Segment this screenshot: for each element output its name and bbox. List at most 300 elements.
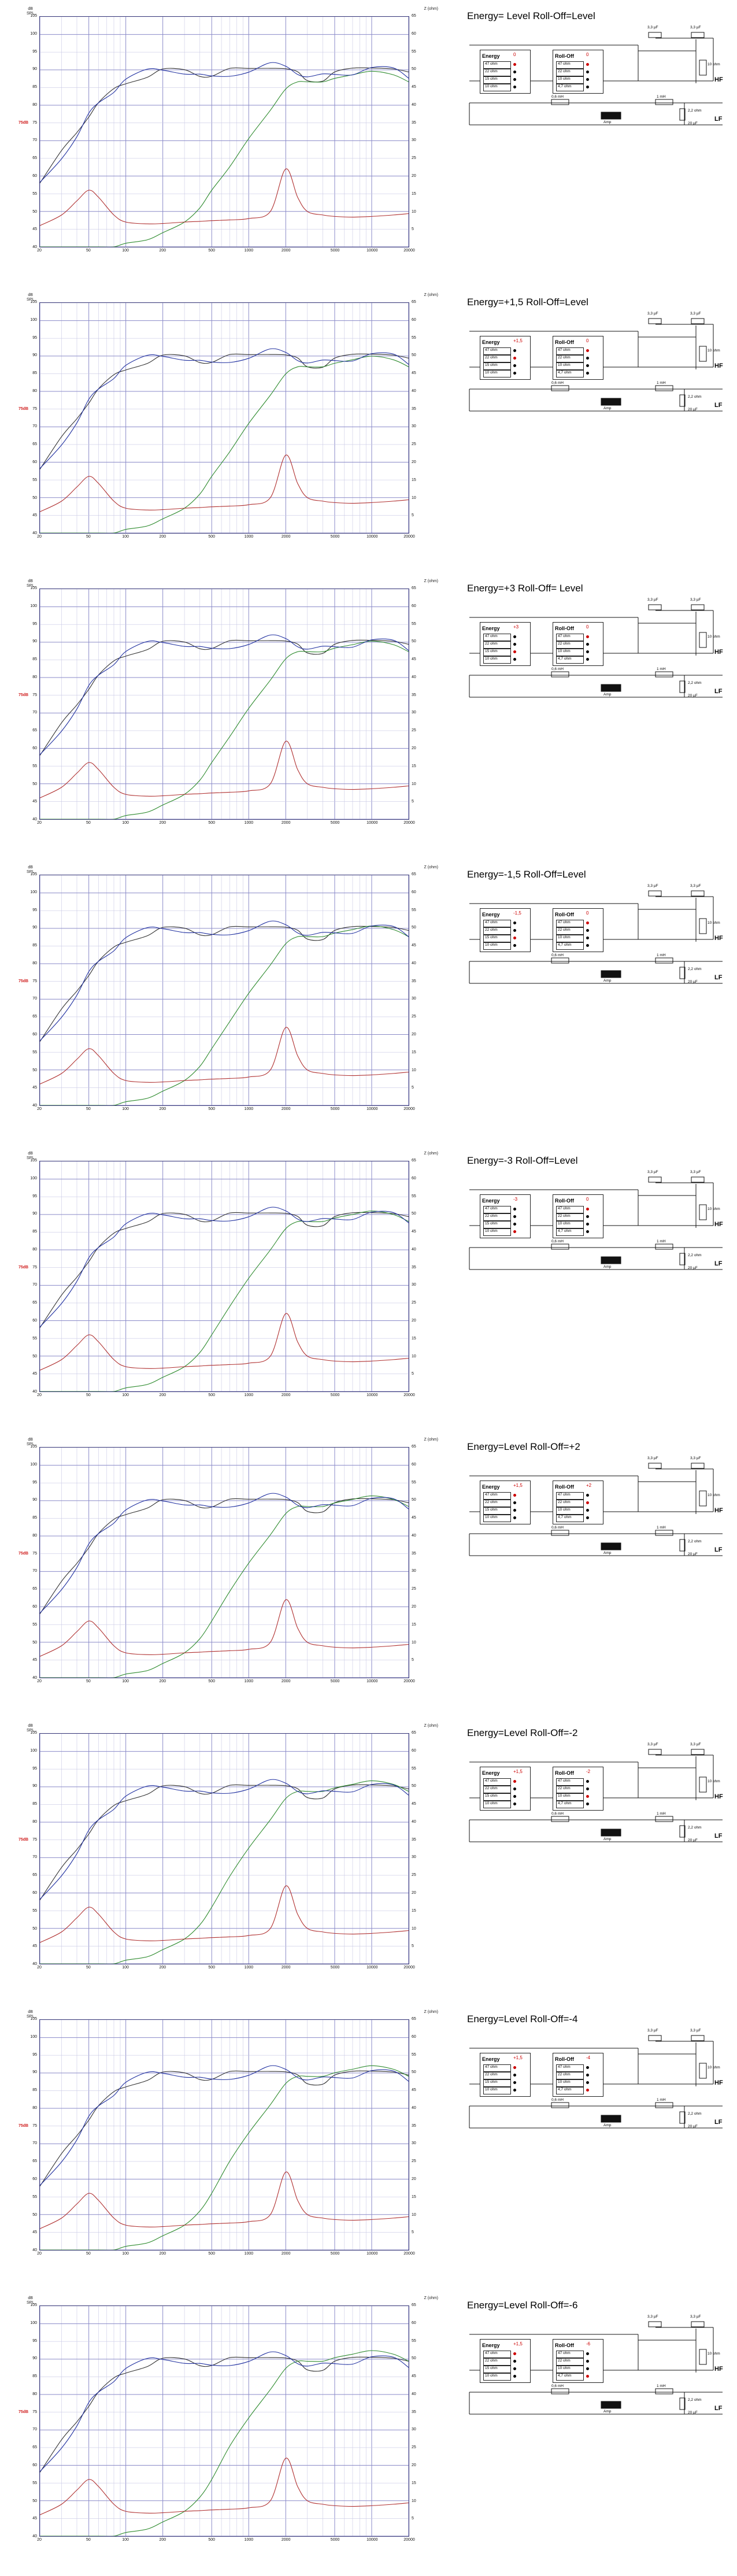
rolloff-switch-0[interactable] (586, 2352, 589, 2355)
energy-option-label-1: 22 ohm (485, 1786, 498, 1790)
y-tick-right: 40 (412, 675, 416, 679)
y-tick-left: 95 (32, 2052, 37, 2057)
y-tick-left: 65 (32, 1015, 37, 1019)
rolloff-switch-3[interactable] (586, 2375, 589, 2378)
rolloff-setting: 0 (586, 1197, 589, 1202)
x-tick: 50 (86, 2538, 91, 2542)
cap-top-left-label: 3,3 µF (647, 598, 658, 602)
y-tick-left: 75 (32, 2123, 37, 2128)
y-tick-left: 55 (32, 191, 37, 196)
rolloff-switch-2[interactable] (586, 2081, 589, 2084)
x-tick: 10000 (366, 1393, 378, 1397)
energy-switch-3[interactable] (513, 658, 516, 661)
y-tick-left: 40 (32, 1104, 37, 1108)
y-tick-right: 20 (412, 1604, 416, 1609)
y-tick-right: 55 (412, 1194, 416, 1198)
panel-title: Energy=+3 Roll-Off= Level (467, 583, 583, 594)
rolloff-switch-3[interactable] (586, 1516, 589, 1519)
y-tick-right: 15 (412, 1050, 416, 1054)
energy-option-label-3: 10 ohm (485, 1801, 498, 1805)
y-tick-left: 95 (32, 335, 37, 340)
panel-title: Energy= Level Roll-Off=Level (467, 10, 595, 21)
y-tick-right: 55 (412, 335, 416, 340)
rolloff-option-label-2: 10 ohm (558, 2080, 571, 2084)
energy-switch-0[interactable] (513, 921, 516, 924)
chart-container (0, 572, 457, 858)
plot-area (39, 302, 409, 534)
y-tick-right: 55 (412, 1480, 416, 1485)
chart-container (0, 2003, 457, 2289)
y-tick-right: 40 (412, 102, 416, 107)
rolloff-switch-1[interactable] (586, 2360, 589, 2363)
energy-switch-1[interactable] (513, 1787, 516, 1790)
energy-switch-0[interactable] (513, 1780, 516, 1783)
x-tick: 10000 (366, 2538, 378, 2542)
coil-right-label: 1 mH (657, 953, 666, 957)
y-tick-right: 10 (412, 782, 416, 786)
y-tick-left: 45 (32, 1086, 37, 1090)
y-tick-left: 100 (30, 604, 37, 608)
energy-switch-2[interactable] (513, 1795, 516, 1798)
y-tick-right: 65 (412, 14, 416, 18)
level-marker: 75dB (18, 1551, 29, 1556)
y-tick-left: 75 (32, 1551, 37, 1556)
energy-label: Energy (482, 1198, 500, 1204)
cap-top-left-label: 3,3 µF (647, 884, 658, 888)
energy-switch-0[interactable] (513, 1208, 516, 1211)
y-tick-left: 45 (32, 1372, 37, 1376)
y-axis-left-unit: dB SPL (27, 1724, 35, 1733)
rolloff-switch-1[interactable] (586, 2074, 589, 2077)
energy-label: Energy (482, 2342, 500, 2348)
x-tick: 500 (208, 535, 216, 539)
rolloff-switch-1[interactable] (586, 357, 589, 360)
y-axis-left-unit: dB SPL (27, 865, 35, 874)
rolloff-switch-1[interactable] (586, 1501, 589, 1504)
rolloff-switch-1[interactable] (586, 643, 589, 646)
energy-option-label-0: 47 ohm (485, 348, 498, 352)
energy-option-label-0: 47 ohm (485, 634, 498, 638)
rolloff-switch-2[interactable] (586, 364, 589, 367)
y-tick-left: 95 (32, 1194, 37, 1198)
plot-area (39, 16, 409, 247)
coil-left-label: 0,6 mH (551, 1812, 564, 1816)
coil-left-label: 0,6 mH (551, 667, 564, 671)
energy-option-label-1: 22 ohm (485, 1214, 498, 1218)
y-tick-left: 50 (32, 209, 37, 214)
energy-switch-1[interactable] (513, 929, 516, 932)
energy-option-label-0: 47 ohm (485, 1206, 498, 1211)
y-axis-right-unit: Z (ohm) (424, 579, 438, 583)
plot-area (39, 589, 409, 820)
energy-switch-3[interactable] (513, 372, 516, 375)
rolloff-switch-1[interactable] (586, 929, 589, 932)
rolloff-option-label-2: 10 ohm (558, 363, 571, 367)
y-tick-left: 95 (32, 621, 37, 626)
rolloff-switch-2[interactable] (586, 2367, 589, 2370)
y-tick-left: 90 (32, 1784, 37, 1789)
energy-switch-2[interactable] (513, 650, 516, 653)
x-tick: 20000 (403, 535, 415, 539)
y-tick-left: 95 (32, 908, 37, 912)
y-tick-right: 25 (412, 1587, 416, 1592)
rolloff-switch-0[interactable] (586, 1208, 589, 1211)
y-tick-right: 10 (412, 495, 416, 500)
panel-title: Energy=Level Roll-Off=-6 (467, 2300, 578, 2311)
y-tick-right: 35 (412, 120, 416, 125)
chart-container (0, 1431, 457, 1717)
y-tick-left: 90 (32, 1498, 37, 1502)
y-tick-left: 105 (30, 2303, 37, 2307)
x-tick: 50 (86, 2252, 91, 2256)
y-tick-left: 90 (32, 926, 37, 930)
cap-top-right-label: 3,3 µF (690, 2029, 701, 2033)
rolloff-switch-3[interactable] (586, 1230, 589, 1233)
y-tick-left: 105 (30, 872, 37, 876)
y-tick-right: 60 (412, 890, 416, 894)
rolloff-option-label-3: 4,7 ohm (558, 2374, 572, 2378)
energy-setting: +1,5 (513, 1483, 523, 1488)
crossover-schematic (465, 1456, 728, 1574)
energy-setting: +1,5 (513, 2055, 523, 2060)
cap-top-right-label: 3,3 µF (690, 1456, 701, 1460)
y-tick-left: 85 (32, 85, 37, 90)
plot-area (39, 2019, 409, 2251)
x-tick: 200 (159, 1107, 166, 1111)
y-tick-left: 55 (32, 478, 37, 482)
panel-title: Energy=Level Roll-Off=-4 (467, 2014, 578, 2024)
y-tick-right: 30 (412, 2141, 416, 2146)
y-tick-right: 35 (412, 1551, 416, 1556)
energy-switch-0[interactable] (513, 63, 516, 66)
energy-switch-3[interactable] (513, 86, 516, 88)
energy-switch-3[interactable] (513, 2089, 516, 2092)
rolloff-option-label-3: 4,7 ohm (558, 1229, 572, 1233)
energy-switch-1[interactable] (513, 643, 516, 646)
y-tick-right: 30 (412, 1283, 416, 1287)
energy-option-label-1: 22 ohm (485, 2359, 498, 2363)
y-tick-right: 20 (412, 460, 416, 464)
res-lf-label: 2,2 ohm (688, 967, 702, 971)
schematic-panel (457, 1717, 737, 2003)
energy-switch-0[interactable] (513, 635, 516, 638)
x-tick: 200 (159, 1679, 166, 1683)
y-tick-right: 5 (412, 1086, 414, 1090)
energy-switch-2[interactable] (513, 78, 516, 81)
schematic-panel (457, 286, 737, 572)
crossover-schematic (465, 2317, 728, 2433)
rolloff-switch-0[interactable] (586, 635, 589, 638)
energy-switch-3[interactable] (513, 944, 516, 947)
rolloff-option-label-0: 47 ohm (558, 348, 571, 352)
energy-label: Energy (482, 1770, 500, 1776)
rolloff-setting: 0 (586, 338, 589, 343)
y-tick-left: 70 (32, 2141, 37, 2146)
level-marker: 75dB (18, 2410, 29, 2414)
res-hf-label: 10 ohm (708, 2066, 720, 2070)
y-tick-left: 65 (32, 2159, 37, 2164)
rolloff-option-label-0: 47 ohm (558, 1779, 571, 1783)
coil-right-label: 1 mH (657, 2384, 666, 2388)
y-tick-left: 105 (30, 300, 37, 304)
x-tick: 20 (37, 2252, 42, 2256)
rolloff-switch-2[interactable] (586, 78, 589, 81)
x-tick: 2000 (281, 1966, 291, 1970)
energy-switch-1[interactable] (513, 1215, 516, 1218)
y-tick-left: 65 (32, 1587, 37, 1592)
y-tick-right: 15 (412, 2194, 416, 2199)
x-tick: 20 (37, 535, 42, 539)
y-tick-left: 95 (32, 1766, 37, 1771)
coil-right-label: 1 mH (657, 1239, 666, 1243)
y-tick-right: 50 (412, 1212, 416, 1216)
crossover-schematic (465, 25, 728, 143)
x-tick: 2000 (281, 1393, 291, 1397)
energy-setting: +1,5 (513, 2341, 523, 2346)
rolloff-switch-1[interactable] (586, 71, 589, 73)
y-tick-right: 45 (412, 2374, 416, 2379)
y-tick-right: 15 (412, 478, 416, 482)
y-axis-left-unit: dB SPL (27, 7, 35, 16)
y-tick-left: 50 (32, 782, 37, 786)
y-tick-left: 50 (32, 2499, 37, 2503)
hf-label: HF (714, 649, 723, 656)
rolloff-switch-0[interactable] (586, 1494, 589, 1497)
energy-option-label-0: 47 ohm (485, 1779, 498, 1783)
energy-switch-3[interactable] (513, 1230, 516, 1233)
coil-right-label: 1 mH (657, 381, 666, 385)
rolloff-switch-0[interactable] (586, 63, 589, 66)
x-tick: 500 (208, 1393, 216, 1397)
y-tick-left: 45 (32, 1944, 37, 1949)
rolloff-label: Roll-Off (555, 2056, 574, 2062)
rolloff-switch-3[interactable] (586, 944, 589, 947)
y-tick-left: 50 (32, 1640, 37, 1645)
x-tick: 20000 (403, 2538, 415, 2542)
y-tick-left: 85 (32, 1516, 37, 1520)
rolloff-option-label-3: 4,7 ohm (558, 2088, 572, 2092)
rolloff-label: Roll-Off (555, 1770, 574, 1776)
hf-label: HF (714, 1507, 723, 1514)
energy-option-label-2: 15 ohm (485, 2366, 498, 2370)
cap-top-left-label: 3,3 µF (647, 1742, 658, 1746)
coil-right-label: 1 mH (657, 1812, 666, 1816)
y-tick-right: 50 (412, 2070, 416, 2075)
x-tick: 20 (37, 249, 42, 253)
cap-lf-label: 20 µF (688, 694, 698, 698)
panel-title: Energy=+1,5 Roll-Off=Level (467, 297, 588, 308)
x-tick: 10000 (366, 821, 378, 825)
x-tick: 5000 (330, 535, 340, 539)
y-tick-left: 55 (32, 1622, 37, 1627)
y-tick-left: 105 (30, 14, 37, 18)
rolloff-switch-1[interactable] (586, 1787, 589, 1790)
energy-switch-1[interactable] (513, 1501, 516, 1504)
energy-switch-0[interactable] (513, 2066, 516, 2069)
y-tick-right: 55 (412, 908, 416, 912)
y-tick-left: 55 (32, 1336, 37, 1341)
y-tick-left: 65 (32, 156, 37, 161)
rolloff-switch-2[interactable] (586, 1795, 589, 1798)
x-tick: 500 (208, 1107, 216, 1111)
rolloff-switch-3[interactable] (586, 372, 589, 375)
res-hf-label: 10 ohm (708, 635, 720, 639)
schematic-panel (457, 2003, 737, 2289)
level-marker: 75dB (18, 406, 29, 411)
energy-switch-1[interactable] (513, 357, 516, 360)
y-tick-right: 40 (412, 1247, 416, 1252)
energy-switch-3[interactable] (513, 1516, 516, 1519)
y-tick-left: 55 (32, 1050, 37, 1054)
panel-title: Energy=-3 Roll-Off=Level (467, 1155, 578, 1166)
rolloff-option-label-1: 22 ohm (558, 1786, 571, 1790)
rolloff-switch-0[interactable] (586, 2066, 589, 2069)
y-tick-right: 5 (412, 2516, 414, 2521)
energy-switch-2[interactable] (513, 364, 516, 367)
coil-left-label: 0,6 mH (551, 1526, 564, 1530)
energy-switch-2[interactable] (513, 1223, 516, 1226)
y-axis-left-unit: dB SPL (27, 579, 35, 588)
y-axis-right-unit: Z (ohm) (424, 1438, 438, 1442)
energy-switch-2[interactable] (513, 1509, 516, 1512)
chart-schematic-row (0, 286, 737, 572)
x-tick: 2000 (281, 2252, 291, 2256)
y-tick-left: 65 (32, 2445, 37, 2450)
rolloff-option-label-3: 4,7 ohm (558, 1801, 572, 1805)
res-hf-label: 10 ohm (708, 349, 720, 353)
y-tick-right: 55 (412, 49, 416, 54)
energy-switch-1[interactable] (513, 71, 516, 73)
chart-schematic-row (0, 858, 737, 1145)
energy-switch-3[interactable] (513, 1803, 516, 1805)
coil-right-label: 1 mH (657, 667, 666, 671)
energy-switch-0[interactable] (513, 1494, 516, 1497)
y-tick-left: 80 (32, 1819, 37, 1824)
cap-lf-label: 20 µF (688, 1552, 698, 1556)
energy-switch-2[interactable] (513, 937, 516, 939)
y-tick-left: 45 (32, 513, 37, 518)
energy-switch-2[interactable] (513, 2081, 516, 2084)
y-tick-left: 100 (30, 31, 37, 36)
energy-switch-2[interactable] (513, 2367, 516, 2370)
cap-lf-label: 20 µF (688, 2125, 698, 2129)
y-tick-right: 65 (412, 2303, 416, 2307)
rolloff-switch-2[interactable] (586, 1223, 589, 1226)
y-tick-right: 40 (412, 1533, 416, 1538)
rolloff-switch-3[interactable] (586, 86, 589, 88)
crossover-schematic (465, 1172, 728, 1288)
y-tick-right: 20 (412, 2463, 416, 2467)
y-tick-right: 65 (412, 1445, 416, 1449)
level-marker: 75dB (18, 1265, 29, 1270)
y-tick-right: 45 (412, 1516, 416, 1520)
y-tick-left: 45 (32, 800, 37, 804)
y-tick-left: 75 (32, 979, 37, 983)
y-tick-right: 25 (412, 442, 416, 447)
energy-option-label-1: 22 ohm (485, 642, 498, 646)
y-tick-right: 5 (412, 1944, 414, 1949)
energy-option-label-0: 47 ohm (485, 62, 498, 66)
y-tick-right: 30 (412, 997, 416, 1001)
y-tick-left: 100 (30, 2320, 37, 2325)
hf-label: HF (714, 1221, 723, 1228)
res-lf-label: 2,2 ohm (688, 2398, 702, 2402)
rolloff-option-label-3: 4,7 ohm (558, 1515, 572, 1519)
rolloff-switch-2[interactable] (586, 937, 589, 939)
level-marker: 75dB (18, 1837, 29, 1842)
y-axis-right-unit: Z (ohm) (424, 865, 438, 869)
y-tick-right: 40 (412, 1819, 416, 1824)
y-tick-left: 100 (30, 890, 37, 894)
rolloff-setting: -4 (586, 2055, 591, 2060)
rolloff-switch-1[interactable] (586, 1215, 589, 1218)
energy-option-label-3: 10 ohm (485, 371, 498, 375)
y-tick-left: 60 (32, 173, 37, 178)
x-tick: 2000 (281, 535, 291, 539)
y-tick-left: 40 (32, 245, 37, 249)
x-tick: 100 (122, 1679, 129, 1683)
cap-top-left-label: 3,3 µF (647, 1456, 658, 1460)
x-tick: 50 (86, 821, 91, 825)
y-tick-right: 65 (412, 2017, 416, 2021)
rolloff-switch-0[interactable] (586, 349, 589, 352)
coil-right-label: 1 mH (657, 95, 666, 99)
rolloff-switch-3[interactable] (586, 1803, 589, 1805)
y-tick-right: 20 (412, 1032, 416, 1037)
y-tick-right: 25 (412, 728, 416, 733)
y-tick-right: 30 (412, 424, 416, 429)
y-tick-right: 55 (412, 2052, 416, 2057)
y-tick-left: 75 (32, 1837, 37, 1842)
y-axis-right-unit: Z (ohm) (424, 293, 438, 297)
res-lf-label: 2,2 ohm (688, 1253, 702, 1257)
y-tick-left: 95 (32, 1480, 37, 1485)
y-tick-left: 60 (32, 746, 37, 750)
energy-switch-0[interactable] (513, 349, 516, 352)
y-tick-right: 15 (412, 2481, 416, 2485)
rolloff-switch-2[interactable] (586, 1509, 589, 1512)
x-tick: 20000 (403, 1107, 415, 1111)
rolloff-switch-3[interactable] (586, 658, 589, 661)
rolloff-switch-3[interactable] (586, 2089, 589, 2092)
plot-area (39, 1733, 409, 1964)
rolloff-option-label-2: 10 ohm (558, 649, 571, 653)
rolloff-option-label-0: 47 ohm (558, 62, 571, 66)
x-tick: 5000 (330, 2252, 340, 2256)
rolloff-switch-0[interactable] (586, 921, 589, 924)
chart-container (0, 286, 457, 572)
y-tick-right: 25 (412, 1873, 416, 1878)
y-tick-left: 40 (32, 817, 37, 821)
energy-switch-1[interactable] (513, 2074, 516, 2077)
energy-switch-3[interactable] (513, 2375, 516, 2378)
amp-label: Amp (603, 1265, 612, 1269)
rolloff-option-label-0: 47 ohm (558, 920, 571, 924)
x-tick: 500 (208, 2538, 216, 2542)
rolloff-option-label-2: 10 ohm (558, 1508, 571, 1512)
energy-label: Energy (482, 2056, 500, 2062)
energy-switch-1[interactable] (513, 2360, 516, 2363)
rolloff-option-label-1: 22 ohm (558, 69, 571, 73)
x-tick: 20 (37, 1966, 42, 1970)
x-tick: 2000 (281, 1679, 291, 1683)
rolloff-switch-0[interactable] (586, 1780, 589, 1783)
x-tick: 500 (208, 1679, 216, 1683)
rolloff-switch-2[interactable] (586, 650, 589, 653)
energy-switch-0[interactable] (513, 2352, 516, 2355)
frequency-response-chart (13, 1150, 440, 1413)
y-tick-right: 15 (412, 1622, 416, 1627)
